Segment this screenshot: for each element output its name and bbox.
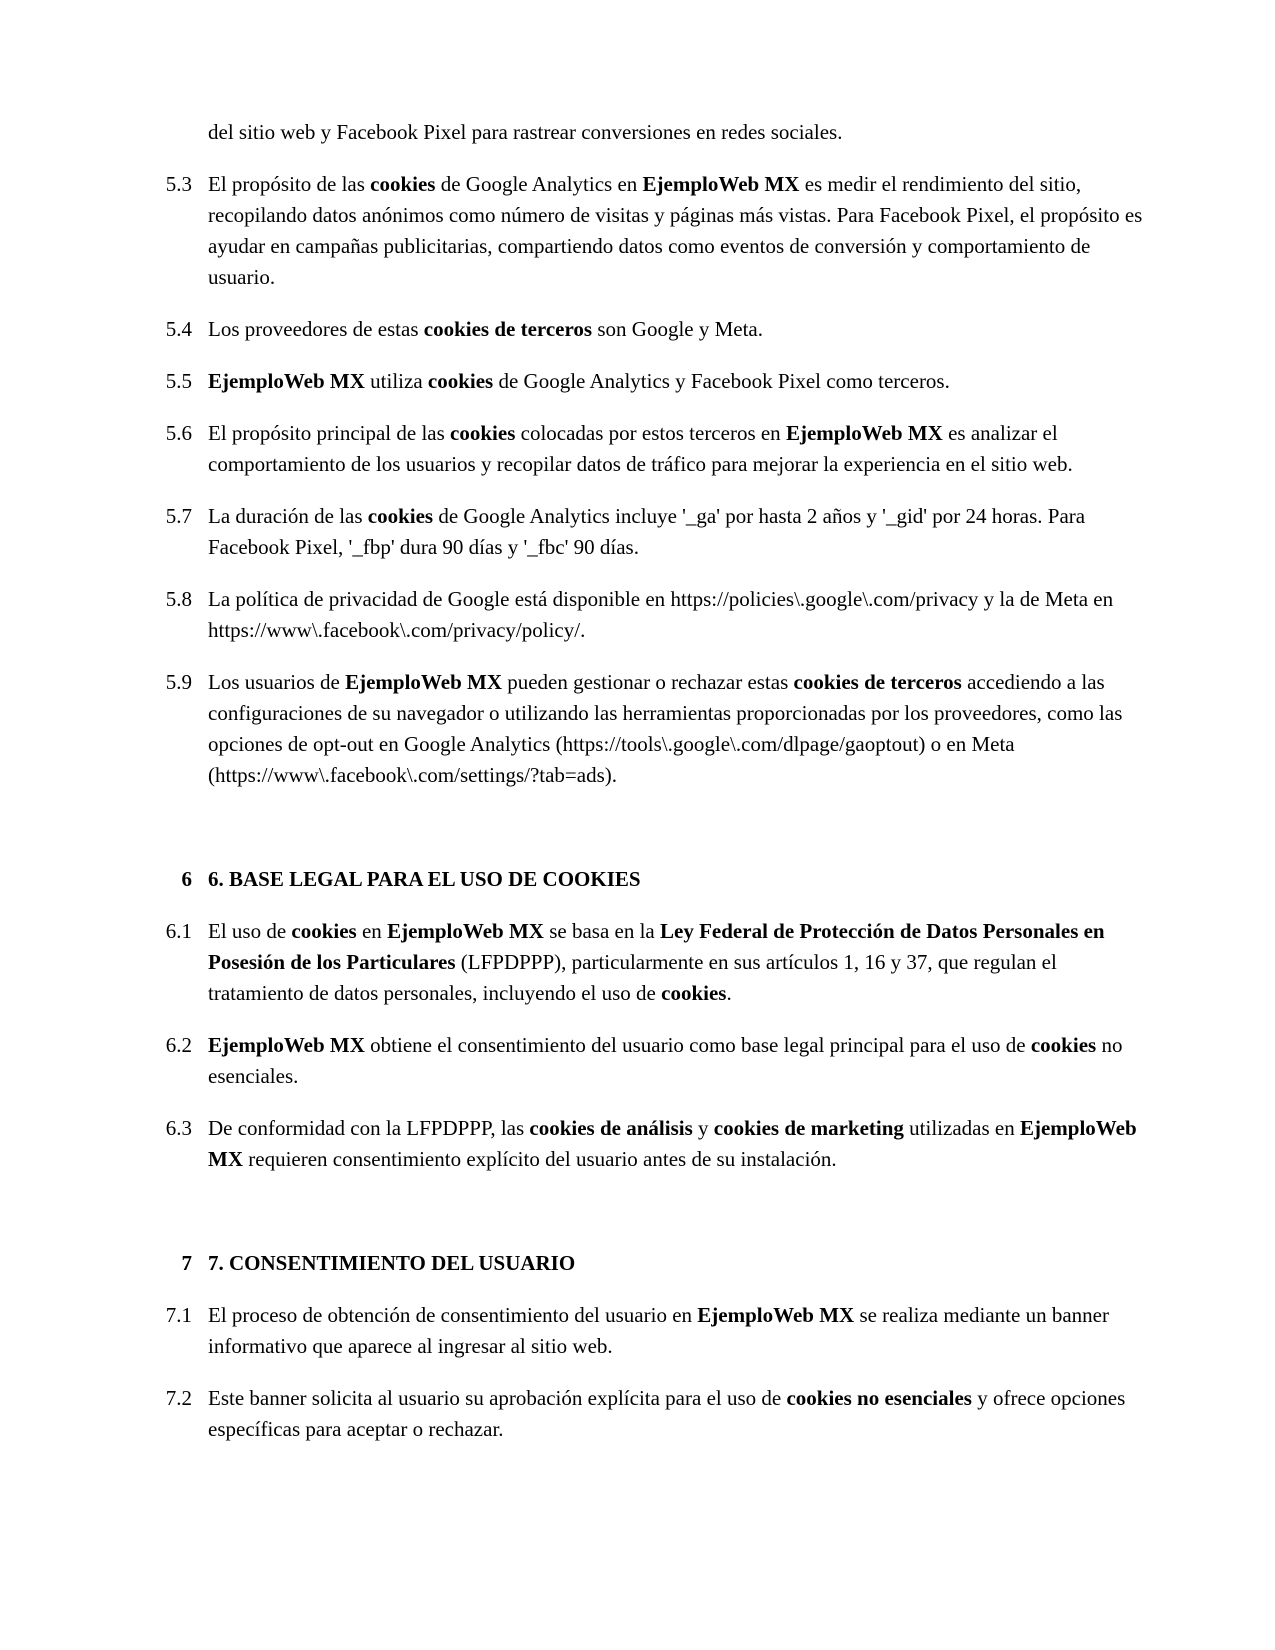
clause-number: 7.2 [165, 1386, 192, 1410]
clause-number: 5.8 [165, 587, 192, 611]
clause-item [155, 314, 1145, 345]
clause-item [155, 667, 1145, 791]
clause-number: 5.5 [165, 369, 192, 393]
clause-text: 6. BASE LEGAL PARA EL USO DE COOKIES [208, 867, 641, 891]
clause-item [155, 1113, 1145, 1175]
clause-text: La duración de las cookies de Google Analytics incluye '_ga' por hasta 2 años y '_gid' por 24 horas. Para Facebook Pixel, '_fbp' dura 90 días y '_fbc' 90 días. [208, 504, 1086, 559]
clause-text: Los usuarios de EjemploWeb MX pueden gestionar o rechazar estas cookies de terceros accediendo a las configuraciones de su navegador o utilizando las herramientas proporcionadas por los proveedores, como las opciones de opt-out en Google Analytics (https://tools\.google\.com/dlpage/gaoptout) o en Meta (https://www\.facebook\.com/settings/?tab=ads). [208, 670, 1123, 787]
clause-text: Los proveedores de estas cookies de terceros son Google y Meta. [208, 317, 764, 341]
section-heading [155, 1248, 1145, 1279]
clause-text: De conformidad con la LFPDPPP, las cookies de análisis y cookies de marketing utilizadas en EjemploWeb MX requieren consentimiento explícito del usuario antes de su instalación. [208, 1116, 1137, 1171]
clause-number: 5.3 [165, 172, 192, 196]
clause-number: 7 [181, 1251, 192, 1275]
clause-text: Este banner solicita al usuario su aprobación explícita para el uso de cookies no esenciales y ofrece opciones específicas para aceptar o rechazar. [208, 1386, 1126, 1441]
clause-item [155, 366, 1145, 397]
clause-number: 6 [181, 867, 192, 891]
clause-item [155, 1300, 1145, 1362]
clause-number: 5.4 [165, 317, 192, 341]
clause-list [155, 117, 1145, 1445]
clause-number: 5.6 [165, 421, 192, 445]
clause-text: El proceso de obtención de consentimiento del usuario en EjemploWeb MX se realiza mediante un banner informativo que aparece al ingresar al sitio web. [208, 1303, 1109, 1358]
clause-number: 5.7 [165, 504, 192, 528]
section-heading [155, 864, 1145, 895]
clause-text: EjemploWeb MX obtiene el consentimiento del usuario como base legal principal para el uso de cookies no esenciales. [208, 1033, 1123, 1088]
clause-item [155, 1030, 1145, 1092]
clause-number: 5.9 [165, 670, 192, 694]
clause-text: El propósito de las cookies de Google Analytics en EjemploWeb MX es medir el rendimiento del sitio, recopilando datos anónimos como número de visitas y páginas más vistas. Para Facebook Pixel, el propósito es ayudar en campañas publicitarias, compartiendo datos como eventos de conversión y comportamiento de usuario. [208, 172, 1143, 289]
clause-text: La política de privacidad de Google está disponible en https://policies\.google\.com/privacy y la de Meta en https://www\.facebook\.com/privacy/policy/. [208, 587, 1114, 642]
clause-item [155, 501, 1145, 563]
clause-item [155, 169, 1145, 293]
clause-number: 6.3 [165, 1116, 192, 1140]
clause-number: 6.2 [165, 1033, 192, 1057]
clause-text: del sitio web y Facebook Pixel para rastrear conversiones en redes sociales. [208, 120, 843, 144]
clause-text: El propósito principal de las cookies colocadas por estos terceros en EjemploWeb MX es analizar el comportamiento de los usuarios y recopilar datos de tráfico para mejorar la experiencia en el sitio web. [208, 421, 1073, 476]
clause-item [155, 916, 1145, 1009]
clause-text: El uso de cookies en EjemploWeb MX se basa en la Ley Federal de Protección de Datos Personales en Posesión de los Particulares (LFPDPPP), particularmente en sus artículos 1, 16 y 37, que regulan el tratamiento de datos personales, incluyendo el uso de cookies. [208, 919, 1105, 1005]
clause-number [155, 117, 192, 148]
clause-text: EjemploWeb MX utiliza cookies de Google Analytics y Facebook Pixel como terceros. [208, 369, 950, 393]
continuation-paragraph [155, 117, 1145, 148]
clause-number: 6.1 [165, 919, 192, 943]
clause-item [155, 418, 1145, 480]
clause-number: 7.1 [165, 1303, 192, 1327]
clause-item [155, 1383, 1145, 1445]
clause-item [155, 584, 1145, 646]
clause-text: 7. CONSENTIMIENTO DEL USUARIO [208, 1251, 576, 1275]
